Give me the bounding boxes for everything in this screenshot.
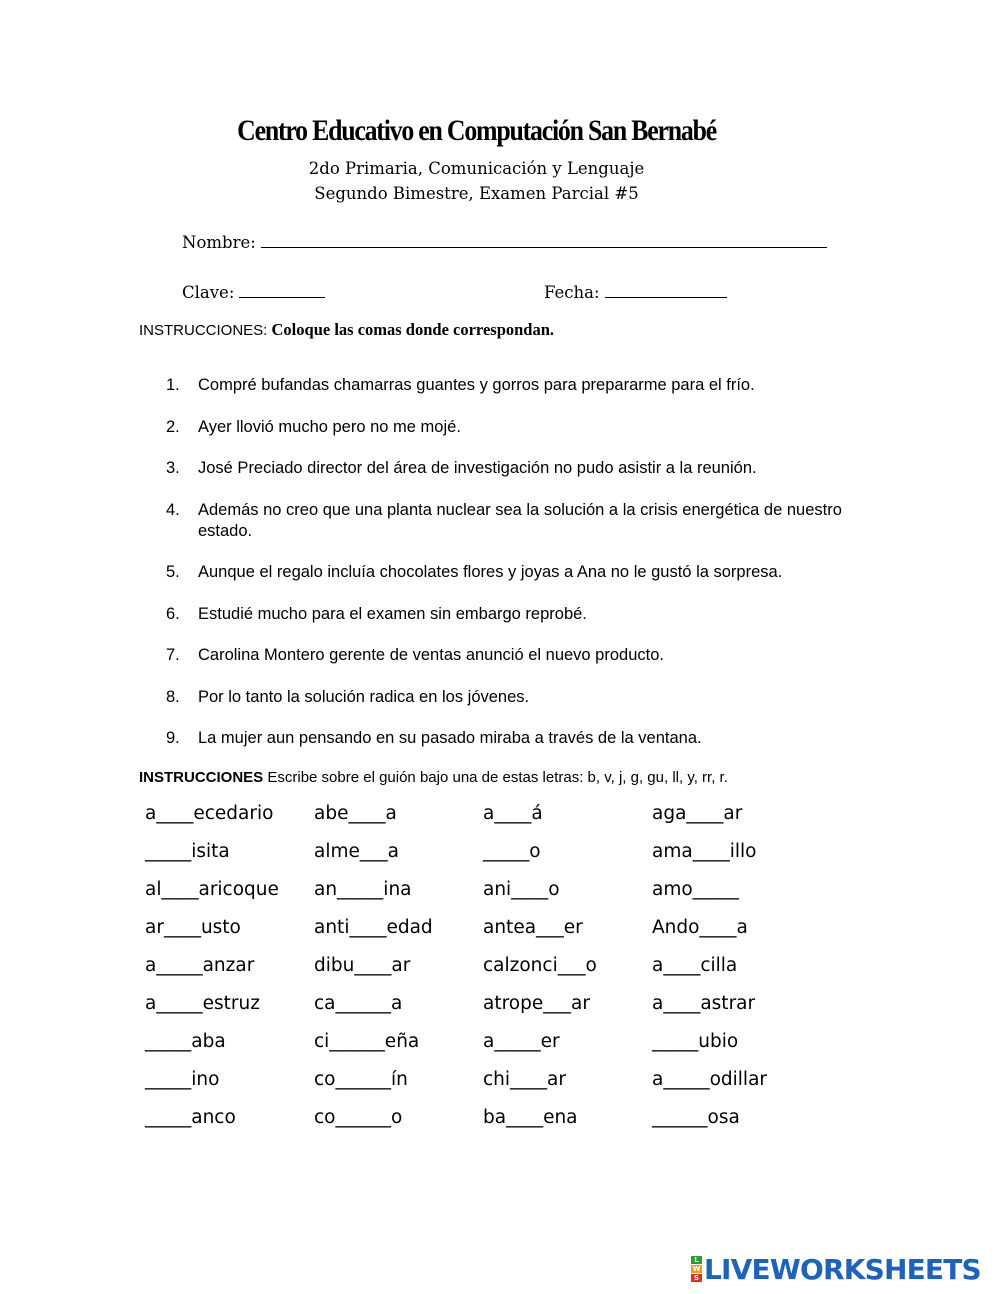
- question-text: José Preciado director del área de investigación no pudo asistir a la reunión.: [198, 459, 757, 477]
- question-text: Compré bufandas chamarras guantes y gorros para prepararme para el frío.: [198, 376, 755, 394]
- question-number: 9.: [166, 729, 180, 747]
- fill-in-word[interactable]: aga____ar: [652, 803, 743, 824]
- question-number: 6.: [166, 604, 180, 623]
- fill-in-word[interactable]: ca______a: [314, 993, 403, 1014]
- fill-in-word[interactable]: a____cilla: [652, 955, 738, 976]
- fill-in-word[interactable]: ama____illo: [652, 841, 757, 862]
- nombre-field[interactable]: [182, 233, 827, 252]
- nombre-label: Nombre:: [182, 233, 256, 252]
- fill-in-word[interactable]: _____aba: [145, 1031, 226, 1052]
- question-item: [166, 604, 846, 625]
- fill-in-word[interactable]: _____ubio: [652, 1031, 739, 1052]
- fill-in-word[interactable]: an_____ina: [314, 879, 412, 900]
- fill-in-word[interactable]: calzonci___o: [483, 955, 597, 976]
- question-text: Además no creo que una planta nuclear sea la solución a la crisis energética de nuestro estado.: [198, 500, 842, 540]
- document-title: Centro Educativo en Computación San Bernabé: [237, 114, 716, 147]
- question-item: [166, 458, 846, 479]
- fill-in-word[interactable]: a_____anzar: [145, 955, 255, 976]
- instructions-letters: [139, 769, 728, 786]
- fill-in-word[interactable]: ar____usto: [145, 917, 241, 938]
- question-number: 7.: [166, 646, 180, 664]
- fill-in-word[interactable]: alme___a: [314, 841, 399, 862]
- fill-in-word[interactable]: ani____o: [483, 879, 560, 900]
- fill-in-word[interactable]: a_____er: [483, 1031, 560, 1052]
- instructions-commas: [139, 320, 554, 340]
- instructions-label: INSTRUCCIONES:: [139, 322, 268, 339]
- question-item: [166, 375, 846, 396]
- fill-in-word[interactable]: abe____a: [314, 803, 397, 824]
- fill-in-word[interactable]: al____aricoque: [145, 879, 279, 900]
- question-text: Aunque el regalo incluía chocolates flores y joyas a Ana no le gustó la sorpresa.: [198, 563, 783, 581]
- fill-in-word[interactable]: a____á: [483, 803, 543, 824]
- fill-in-word[interactable]: chi____ar: [483, 1069, 566, 1090]
- fill-in-word[interactable]: dibu____ar: [314, 955, 411, 976]
- fill-in-word[interactable]: _____o: [483, 841, 541, 862]
- question-item: [166, 562, 846, 583]
- logo-badge-icon: L W S: [692, 1256, 701, 1282]
- fill-in-word[interactable]: atrope___ar: [483, 993, 590, 1014]
- fill-in-word[interactable]: ba____ena: [483, 1107, 578, 1128]
- fill-in-word[interactable]: Ando____a: [652, 917, 748, 938]
- fill-in-word[interactable]: amo_____: [652, 879, 739, 900]
- exam-subtitle: Segundo Bimestre, Examen Parcial #5: [314, 184, 639, 203]
- fill-in-word[interactable]: a____ecedario: [145, 803, 274, 824]
- fecha-label: Fecha:: [544, 283, 600, 302]
- question-item: [166, 417, 846, 438]
- fill-in-word[interactable]: a_____estruz: [145, 993, 260, 1014]
- question-number: 4.: [166, 500, 180, 519]
- fecha-line[interactable]: [605, 296, 727, 298]
- clave-label: Clave:: [182, 283, 235, 302]
- question-number: 1.: [166, 376, 180, 394]
- nombre-line[interactable]: [261, 246, 827, 248]
- question-item: [166, 500, 846, 542]
- question-list: [166, 375, 846, 770]
- fill-in-word[interactable]: a____astrar: [652, 993, 756, 1014]
- fill-in-word[interactable]: ______osa: [652, 1107, 740, 1128]
- clave-field[interactable]: [182, 283, 325, 302]
- fill-in-word[interactable]: antea___er: [483, 917, 583, 938]
- question-text: La mujer aun pensando en su pasado miraba a través de la ventana.: [198, 729, 702, 747]
- logo-text: LIVEWORKSHEETS: [704, 1252, 981, 1286]
- fill-in-word[interactable]: _____anco: [145, 1107, 236, 1128]
- fill-in-word[interactable]: _____isita: [145, 841, 230, 862]
- question-item: [166, 687, 846, 708]
- question-item: [166, 728, 846, 749]
- question-item: [166, 645, 846, 666]
- fill-in-word[interactable]: co______ín: [314, 1069, 408, 1090]
- instructions2-text: Escribe sobre el guión bajo una de estas letras: b, v, j, g, gu, ll, y, rr, r.: [267, 769, 728, 786]
- clave-line[interactable]: [239, 296, 325, 298]
- fecha-field[interactable]: [544, 283, 727, 302]
- instructions2-label: INSTRUCCIONES: [139, 769, 264, 786]
- word-grid: [145, 800, 821, 1142]
- question-number: 8.: [166, 687, 180, 706]
- fill-in-word[interactable]: ci______eña: [314, 1031, 420, 1052]
- question-number: 3.: [166, 459, 180, 477]
- question-text: Carolina Montero gerente de ventas anunció el nuevo producto.: [198, 646, 664, 664]
- liveworksheets-logo: [691, 1253, 981, 1285]
- question-number: 2.: [166, 417, 180, 436]
- instructions-text: Coloque las comas donde correspondan.: [271, 320, 555, 339]
- fill-in-word[interactable]: anti____edad: [314, 917, 433, 938]
- question-text: Estudié mucho para el examen sin embargo reprobé.: [198, 604, 587, 623]
- question-number: 5.: [166, 563, 180, 581]
- fill-in-word[interactable]: co______o: [314, 1107, 403, 1128]
- question-text: Ayer llovió mucho pero no me mojé.: [198, 417, 461, 436]
- question-text: Por lo tanto la solución radica en los jóvenes.: [198, 687, 530, 706]
- fill-in-word[interactable]: _____ino: [145, 1069, 220, 1090]
- course-subtitle: 2do Primaria, Comunicación y Lenguaje: [308, 159, 645, 178]
- fill-in-word[interactable]: a_____odillar: [652, 1069, 768, 1090]
